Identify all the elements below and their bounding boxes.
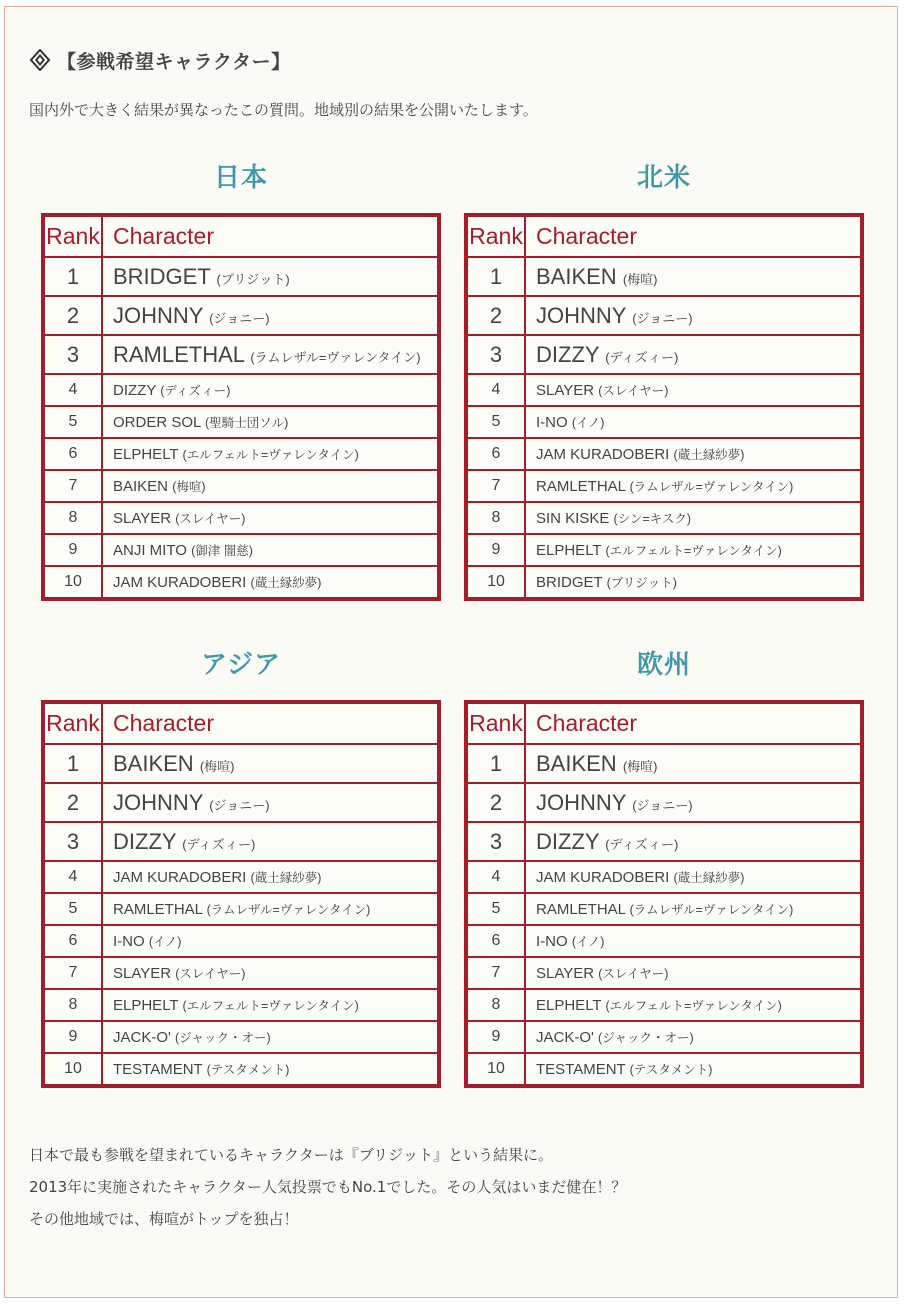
character-name-japanese: (梅喧) xyxy=(172,480,206,494)
table-row xyxy=(43,534,439,566)
rank-cell: 7 xyxy=(43,470,102,502)
character-name-japanese: (エルフェルト=ヴァレンタイン) xyxy=(605,544,782,558)
character-name-japanese: (ディズィー) xyxy=(605,836,679,852)
table-row xyxy=(466,502,862,534)
character-name-japanese: (ジャック・オー) xyxy=(598,1031,694,1045)
character-name: BRIDGET xyxy=(113,263,211,289)
character-name-japanese: (ジャック・オー) xyxy=(175,1031,271,1045)
character-name-japanese: (ジョニー) xyxy=(209,310,270,326)
rank-cell: 1 xyxy=(43,744,102,783)
character-cell xyxy=(102,257,439,296)
character-cell xyxy=(525,1053,862,1086)
rank-cell: 1 xyxy=(466,744,525,783)
character-name-japanese: (御津 闇慈) xyxy=(191,544,253,558)
character-cell xyxy=(525,744,862,783)
character-name-japanese: (エルフェルト=ヴァレンタイン) xyxy=(182,448,359,462)
table-row xyxy=(466,374,862,406)
character-name: SLAYER xyxy=(113,965,172,982)
character-name: ELPHELT xyxy=(536,542,602,559)
rank-cell: 9 xyxy=(466,534,525,566)
rank-column-header: Rank xyxy=(466,702,525,744)
character-cell xyxy=(102,925,439,957)
character-name-japanese: (イノ) xyxy=(148,935,182,949)
character-name-japanese: (ラムレザル=ヴァレンタイン) xyxy=(250,349,421,365)
rank-cell: 4 xyxy=(43,861,102,893)
character-name: TESTAMENT xyxy=(536,1061,626,1078)
table-row xyxy=(466,925,862,957)
rank-cell: 6 xyxy=(466,438,525,470)
ranking-table-north-america xyxy=(464,213,864,601)
character-cell xyxy=(525,566,862,599)
character-name: JAM KURADOBERI xyxy=(113,869,247,886)
rank-cell: 3 xyxy=(43,822,102,861)
table-row xyxy=(43,925,439,957)
character-cell xyxy=(525,470,862,502)
character-name-japanese: (蔵土縁紗夢) xyxy=(250,576,322,590)
rank-cell: 3 xyxy=(466,335,525,374)
character-name: JAM KURADOBERI xyxy=(113,574,247,591)
rank-cell: 8 xyxy=(466,502,525,534)
character-name-japanese: (ラムレザル=ヴァレンタイン) xyxy=(629,480,794,494)
character-cell xyxy=(525,822,862,861)
rank-column-header: Rank xyxy=(43,215,102,257)
character-name: TESTAMENT xyxy=(113,1061,203,1078)
character-name: SLAYER xyxy=(113,510,172,527)
character-cell xyxy=(102,744,439,783)
rank-cell: 9 xyxy=(43,534,102,566)
character-name: BAIKEN xyxy=(113,478,169,495)
character-name: ANJI MITO xyxy=(113,542,187,559)
table-row xyxy=(43,406,439,438)
character-name: BAIKEN xyxy=(536,750,617,776)
rank-cell: 1 xyxy=(466,257,525,296)
table-row xyxy=(466,989,862,1021)
table-row xyxy=(466,566,862,599)
rank-cell: 9 xyxy=(43,1021,102,1053)
character-name-japanese: (梅喧) xyxy=(199,758,235,774)
table-row xyxy=(43,296,439,335)
table-row xyxy=(43,438,439,470)
character-cell xyxy=(525,502,862,534)
table-row xyxy=(466,257,862,296)
table-row xyxy=(466,861,862,893)
table-row xyxy=(466,822,862,861)
table-header-row xyxy=(466,702,862,744)
character-name: DIZZY xyxy=(536,828,600,854)
character-name: BAIKEN xyxy=(113,750,194,776)
character-name: RAMLETHAL xyxy=(536,901,626,918)
rank-cell: 7 xyxy=(466,957,525,989)
character-name: SIN KISKE xyxy=(536,510,610,527)
character-cell xyxy=(525,861,862,893)
character-name: JACK-O' xyxy=(113,1029,171,1046)
region-title-europe: 欧州 xyxy=(636,650,691,680)
character-column-header: Character xyxy=(525,215,862,257)
table-row xyxy=(43,566,439,599)
rank-column-header: Rank xyxy=(466,215,525,257)
region-title-japan: 日本 xyxy=(213,163,268,193)
character-name-japanese: (スレイヤー) xyxy=(598,967,669,981)
character-cell xyxy=(525,957,862,989)
rank-cell: 10 xyxy=(466,1053,525,1086)
rank-cell: 4 xyxy=(43,374,102,406)
table-row xyxy=(466,438,862,470)
table-header-row xyxy=(43,702,439,744)
character-cell xyxy=(102,438,439,470)
ranking-table-europe xyxy=(464,700,864,1088)
character-cell xyxy=(102,296,439,335)
character-name-japanese: (ディズィー) xyxy=(182,836,256,852)
table-row xyxy=(43,861,439,893)
table-row xyxy=(43,1021,439,1053)
ranking-table-asia xyxy=(41,700,441,1088)
character-name-japanese: (梅喧) xyxy=(622,271,658,287)
rank-cell: 9 xyxy=(466,1021,525,1053)
character-name-japanese: (ブリジット) xyxy=(606,576,677,590)
rank-cell: 6 xyxy=(466,925,525,957)
character-cell xyxy=(525,925,862,957)
character-name-japanese: (スレイヤー) xyxy=(175,967,246,981)
table-row xyxy=(466,296,862,335)
table-row xyxy=(466,783,862,822)
table-row xyxy=(466,957,862,989)
table-row xyxy=(466,744,862,783)
character-cell xyxy=(525,374,862,406)
rank-cell: 6 xyxy=(43,925,102,957)
character-name-japanese: (梅喧) xyxy=(622,758,658,774)
rank-cell: 7 xyxy=(43,957,102,989)
table-row xyxy=(43,502,439,534)
rank-cell: 8 xyxy=(43,502,102,534)
character-cell xyxy=(102,502,439,534)
character-name: SLAYER xyxy=(536,965,595,982)
character-cell xyxy=(525,257,862,296)
character-name: JOHNNY xyxy=(113,789,204,815)
character-cell xyxy=(102,1053,439,1086)
rank-cell: 10 xyxy=(43,566,102,599)
table-row xyxy=(43,1053,439,1086)
rank-cell: 8 xyxy=(466,989,525,1021)
table-row xyxy=(43,822,439,861)
character-name-japanese: (ブリジット) xyxy=(216,271,290,287)
outro-line: その他地域では、梅喧がトップを独占！ xyxy=(29,1210,299,1228)
rank-cell: 2 xyxy=(43,783,102,822)
rank-cell: 4 xyxy=(466,861,525,893)
character-name: ELPHELT xyxy=(113,446,179,463)
character-name: DIZZY xyxy=(113,382,157,399)
intro-text: 国内外で大きく結果が異なったこの質問。地域別の結果を公開いたします。 xyxy=(29,101,538,119)
character-name-japanese: (テスタメント) xyxy=(206,1063,290,1077)
rank-cell: 4 xyxy=(466,374,525,406)
character-cell xyxy=(102,566,439,599)
character-name: JAM KURADOBERI xyxy=(536,869,670,886)
outro-line: 日本で最も参戦を望まれているキャラクターは『ブリジット』という結果に。 xyxy=(29,1146,554,1164)
character-cell xyxy=(102,783,439,822)
character-cell xyxy=(102,374,439,406)
rank-cell: 2 xyxy=(43,296,102,335)
table-row xyxy=(43,470,439,502)
table-row xyxy=(43,893,439,925)
character-cell xyxy=(102,822,439,861)
character-cell xyxy=(102,1021,439,1053)
rank-cell: 3 xyxy=(466,822,525,861)
character-column-header: Character xyxy=(102,215,439,257)
character-name: JOHNNY xyxy=(536,789,627,815)
character-cell xyxy=(102,989,439,1021)
table-row xyxy=(43,783,439,822)
table-row xyxy=(43,374,439,406)
character-name-japanese: (エルフェルト=ヴァレンタイン) xyxy=(182,999,359,1013)
rank-cell: 5 xyxy=(466,406,525,438)
table-row xyxy=(466,893,862,925)
character-name: I-NO xyxy=(536,933,568,950)
rank-cell: 2 xyxy=(466,296,525,335)
character-name-japanese: (イノ) xyxy=(571,935,605,949)
rank-cell: 2 xyxy=(466,783,525,822)
section-heading xyxy=(29,45,291,75)
character-cell xyxy=(102,335,439,374)
rank-cell: 5 xyxy=(466,893,525,925)
rank-cell: 7 xyxy=(466,470,525,502)
region-title-asia: アジア xyxy=(201,650,281,680)
character-name: JAM KURADOBERI xyxy=(536,446,670,463)
character-cell xyxy=(102,406,439,438)
diamond-emblem-icon xyxy=(29,49,51,71)
content-card xyxy=(4,6,898,1298)
table-row xyxy=(43,744,439,783)
outro-text xyxy=(29,1139,626,1235)
character-name-japanese: (蔵土縁紗夢) xyxy=(673,871,745,885)
rank-column-header: Rank xyxy=(43,702,102,744)
table-row xyxy=(43,257,439,296)
character-name-japanese: (シン=キスク) xyxy=(613,512,692,526)
character-cell xyxy=(525,989,862,1021)
character-cell xyxy=(102,893,439,925)
table-row xyxy=(466,406,862,438)
table-header-row xyxy=(466,215,862,257)
table-row xyxy=(43,335,439,374)
character-cell xyxy=(102,861,439,893)
outro-line: 2013年に実施されたキャラクター人気投票でもNo.1でした。その人気はいまだ健在！？ xyxy=(29,1178,627,1196)
character-cell xyxy=(525,783,862,822)
character-name-japanese: (蔵土縁紗夢) xyxy=(250,871,322,885)
character-name: JOHNNY xyxy=(113,302,204,328)
character-name: SLAYER xyxy=(536,382,595,399)
character-cell xyxy=(525,406,862,438)
rank-cell: 3 xyxy=(43,335,102,374)
character-cell xyxy=(525,893,862,925)
character-column-header: Character xyxy=(102,702,439,744)
character-name: DIZZY xyxy=(113,828,177,854)
character-cell xyxy=(525,296,862,335)
character-cell xyxy=(525,534,862,566)
table-row xyxy=(466,1053,862,1086)
character-name-japanese: (ラムレザル=ヴァレンタイン) xyxy=(629,903,794,917)
table-row xyxy=(466,470,862,502)
character-cell xyxy=(525,1021,862,1053)
character-name-japanese: (聖騎士団ソル) xyxy=(204,416,289,430)
character-name-japanese: (スレイヤー) xyxy=(175,512,246,526)
table-row xyxy=(43,957,439,989)
character-column-header: Character xyxy=(525,702,862,744)
rank-cell: 10 xyxy=(466,566,525,599)
character-cell xyxy=(102,534,439,566)
character-name: ELPHELT xyxy=(536,997,602,1014)
character-name-japanese: (エルフェルト=ヴァレンタイン) xyxy=(605,999,782,1013)
character-name: RAMLETHAL xyxy=(113,341,245,367)
character-name: ORDER SOL xyxy=(113,414,201,431)
character-name-japanese: (テスタメント) xyxy=(629,1063,713,1077)
rank-cell: 8 xyxy=(43,989,102,1021)
character-cell xyxy=(102,957,439,989)
character-name: I-NO xyxy=(113,933,145,950)
character-name: RAMLETHAL xyxy=(113,901,203,918)
character-name: JACK-O' xyxy=(536,1029,594,1046)
character-name-japanese: (ディズィー) xyxy=(605,349,679,365)
character-name-japanese: (スレイヤー) xyxy=(598,384,669,398)
table-row xyxy=(43,989,439,1021)
character-name-japanese: (蔵土縁紗夢) xyxy=(673,448,745,462)
character-name-japanese: (ラムレザル=ヴァレンタイン) xyxy=(206,903,371,917)
table-row xyxy=(466,335,862,374)
character-name: I-NO xyxy=(536,414,568,431)
character-name: BRIDGET xyxy=(536,574,603,591)
table-row xyxy=(466,1021,862,1053)
character-cell xyxy=(525,438,862,470)
character-name-japanese: (イノ) xyxy=(571,416,605,430)
rank-cell: 1 xyxy=(43,257,102,296)
character-cell xyxy=(525,335,862,374)
table-header-row xyxy=(43,215,439,257)
heading-text: 【参戦希望キャラクター】 xyxy=(57,50,291,73)
ranking-table-japan xyxy=(41,213,441,601)
character-cell xyxy=(102,470,439,502)
rank-cell: 5 xyxy=(43,893,102,925)
character-name-japanese: (ジョニー) xyxy=(632,797,693,813)
table-row xyxy=(466,534,862,566)
rank-cell: 6 xyxy=(43,438,102,470)
character-name: RAMLETHAL xyxy=(536,478,626,495)
character-name: ELPHELT xyxy=(113,997,179,1014)
character-name: DIZZY xyxy=(536,341,600,367)
character-name-japanese: (ジョニー) xyxy=(632,310,693,326)
region-title-north-america: 北米 xyxy=(636,163,691,193)
character-name: JOHNNY xyxy=(536,302,627,328)
character-name-japanese: (ジョニー) xyxy=(209,797,270,813)
rank-cell: 10 xyxy=(43,1053,102,1086)
rank-cell: 5 xyxy=(43,406,102,438)
character-name-japanese: (ディズィー) xyxy=(160,384,231,398)
character-name: BAIKEN xyxy=(536,263,617,289)
